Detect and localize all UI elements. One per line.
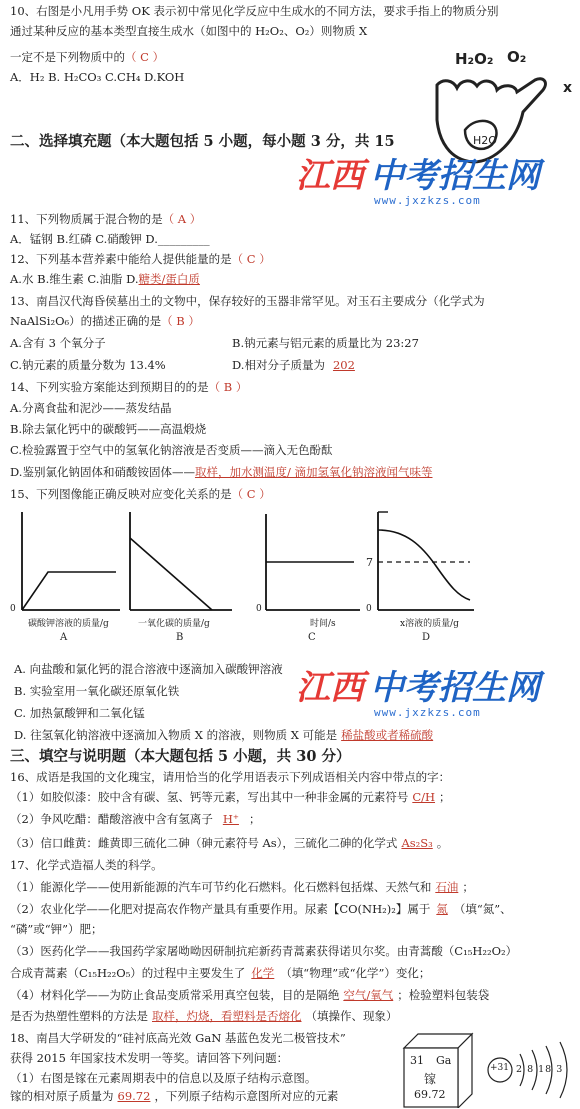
q17-fill2: 氮 [436, 902, 448, 916]
graph-d-xlabel: x溶液的质量/g [400, 619, 459, 629]
graph-a-caption: A [60, 632, 68, 643]
q18-line3: （1）右图是镓在元素周期表中的信息以及原子结构示意图。 [10, 1071, 317, 1085]
q13-line2 [10, 314, 200, 329]
q17-part3-tail: （填“物理”或“化学”）变化； [280, 966, 431, 980]
q14-answer: （ B ） [208, 380, 248, 394]
q12-options [10, 272, 200, 287]
q16-part3-end: 。 [436, 836, 449, 850]
hand-outline-icon [425, 40, 575, 170]
hand-label-o2: O₂ [507, 48, 527, 66]
q17-fill4a: 空气/氧气 [343, 988, 394, 1002]
element-name: 镓 [424, 1072, 437, 1086]
section2-title: 二、选择填充题（本大题包括 5 小题，每小题 3 分，共 15 [10, 133, 395, 150]
gallium-element-card [400, 1028, 476, 1108]
q17-part3-cont [10, 966, 430, 981]
element-mass: 69.72 [414, 1088, 446, 1101]
q13-line1: 13、南昌汉代海昏侯墓出土的文物中，保存较好的玉器非常罕见。对玉石主要成分（化学式为 [10, 294, 485, 308]
graph-c-caption: C [308, 632, 316, 643]
q17-part4-cont [10, 1009, 398, 1024]
graph-c-origin: 0 [256, 604, 262, 614]
q13-fill: 202 [332, 358, 355, 372]
q11-answer: （ A ） [162, 212, 202, 226]
q17-part1-end: ； [462, 880, 474, 894]
q15-text: 15、下列图像能正确反映对应变化关系的是 [10, 487, 232, 501]
graph-d [366, 506, 478, 650]
hand-label-x: x [563, 80, 573, 96]
q17-part1-text: （1）能源化学——使用新能源的汽车可节约化石燃料。化石燃料包括煤、天然气和 [10, 880, 432, 894]
q17-fill4b: 取样，灼烧，看塑料是否熔化 [152, 1009, 302, 1023]
watermark-url-2: www.jxzkzs.com [374, 706, 481, 719]
q17-part4 [10, 988, 489, 1003]
q14-option-d-text: D.鉴别氯化钠固体和硝酸铵固体—— [10, 465, 195, 479]
q18-line4-tail: ，下列原子结构示意图所对应的元素 [154, 1089, 339, 1103]
q14-option-a: A.分离食盐和泥沙——蒸发结晶 [10, 401, 172, 415]
watermark-jiangxi-2: 江西 [296, 668, 364, 708]
q11-options: A．锰钢 B.红磷 C.硝酸钾 D._________ [10, 232, 210, 246]
q18-fill1: 69.72 [117, 1089, 151, 1103]
q17-part4c-text: 是否为热塑性塑料的方法是 [10, 1009, 148, 1023]
q15-option-d [14, 728, 433, 743]
graph-d-ytick: 7 [366, 556, 373, 569]
q18-line4 [10, 1089, 338, 1104]
q11-stem [10, 212, 201, 227]
q12-options-text: A.水 B.维生素 C.油脂 D. [10, 272, 139, 286]
q16-part2-end: ； [248, 812, 261, 826]
q13-option-a: A.含有 3 个氧分子 [10, 336, 106, 350]
q16-part3-text: （3）信口雌黄：雌黄即三硫化二砷（砷元素符号 As），三硫化二砷的化学式 [10, 836, 398, 850]
hand-label-h2o2: H₂O₂ [455, 50, 494, 68]
watermark-zhongkao-2: 中考招生网 [370, 668, 540, 708]
q16-part1-end: ； [439, 790, 451, 804]
q17-part4-text: （4）材料化学——为防止食品变质常采用真空包装，目的是隔绝 [10, 988, 340, 1002]
graph-c [254, 510, 364, 650]
q15-option-d-text: D. 往氢氧化钠溶液中逐滴加入物质 X 的溶液，则物质 X 可能是 [14, 728, 338, 742]
graph-b-xlabel: 一氧化碳的质量/g [138, 619, 210, 629]
q15-stem [10, 487, 271, 502]
graph-a-origin: 0 [10, 604, 16, 614]
q16-part2-text: （2）争风吃醋：醋酸溶液中含有氢离子 [10, 812, 213, 826]
q10-line3 [10, 50, 164, 65]
q16-fill2: H⁺ [222, 812, 239, 826]
q17-fill3: 化学 [251, 966, 275, 980]
q16-fill1: C/H [412, 790, 436, 804]
q17-part1 [10, 880, 474, 895]
q17-part3: （3）医药化学——我国药学家屠呦呦因研制抗疟新药青蒿素获得诺贝尔奖。由青蒿酸（C₁₅H₂₂O₂） [10, 944, 518, 958]
section3-title: 三、填空与说明题（本大题包括 5 小题，共 30 分） [10, 748, 351, 765]
graph-d-origin: 0 [366, 604, 372, 614]
graph-b [124, 510, 239, 650]
ok-hand-figure [425, 40, 575, 170]
q16-stem: 16、成语是我国的文化瑰宝，请用恰当的化学用语表示下列成语相关内容中带点的字： [10, 770, 451, 784]
q15-option-b: B. 实验室用一氧化碳还原氧化铁 [14, 684, 180, 698]
q17-part2-cont: “磷”或“钾”）肥； [10, 922, 103, 936]
q17-part2-tail: （填“氮”、 [453, 902, 512, 916]
q17-part3-text: 合成青蒿素（C₁₅H₂₂O₅）的过程中主要发生了 [10, 966, 246, 980]
watermark-zhongkao: 中考招生网 [370, 156, 540, 196]
q16-part1 [10, 790, 451, 805]
q15-fill: 稀盐酸或者稀硫酸 [341, 728, 434, 742]
q13-answer: （ B ） [161, 314, 200, 328]
q12-stem [10, 252, 271, 267]
q12-fill: 糖类/蛋白质 [138, 272, 200, 286]
q14-option-c: C.检验露置于空气中的氢氧化钠溶液是否变质——滴入无色酚酞 [10, 443, 333, 457]
element-symbol: Ga [436, 1054, 452, 1067]
q16-part2 [10, 812, 260, 827]
q18-line4-text: 镓的相对原子质量为 [10, 1089, 114, 1103]
graph-a [8, 510, 123, 650]
element-number: 31 [410, 1054, 424, 1067]
q18-line1: 18、南昌大学研发的“硅衬底高光效 GaN 基蓝色发光二极管技术” [10, 1031, 346, 1045]
q10-answer: （ C ） [125, 50, 165, 64]
q15-option-c: C. 加热氯酸钾和二氧化锰 [14, 706, 145, 720]
watermark-logo-2 [296, 670, 540, 719]
q16-fill3: As₂S₃ [401, 836, 433, 850]
q13-option-d-text: D.相对分子质量为 [232, 358, 325, 372]
q17-part4d-text: （填操作、现象） [305, 1009, 398, 1023]
watermark-jiangxi: 江西 [296, 156, 364, 196]
q10-line2: 通过某种反应的基本类型直接生成水（如图中的 H₂O₂、O₂）则物质 X [10, 24, 368, 38]
q10-options: A．H₂ B. H₂CO₃ C.CH₄ D.KOH [10, 70, 185, 84]
q16-part3 [10, 836, 448, 851]
graph-c-xlabel: 时间/s [310, 619, 336, 629]
q17-fill1: 石油 [435, 880, 459, 894]
q17-part2-text: （2）农业化学——化肥对提高农作物产量具有重要作用。尿素【CO(NH₂)₂】属于 [10, 902, 431, 916]
atom-shells: 2 8 18 3 [516, 1064, 564, 1075]
q12-text: 12、下列基本营养素中能给人提供能量的是 [10, 252, 232, 266]
q14-option-b: B.除去氯化钙中的碳酸钙——高温煅烧 [10, 422, 207, 436]
watermark-url: www.jxzkzs.com [374, 194, 481, 207]
q14-text: 14、下列实验方案能达到预期目的的是 [10, 380, 209, 394]
q11-text: 11、下列物质属于混合物的是 [10, 212, 163, 226]
q16-part1-text: （1）如胶似漆：胶中含有碳、氢、钙等元素，写出其中一种非金属的元素符号 [10, 790, 409, 804]
watermark-logo [296, 158, 540, 207]
q15-answer: （ C ） [231, 487, 271, 501]
q10-line1: 10、右图是小凡用手势 OK 表示初中常见化学反应中生成水的不同方法，要求手指上的物质分别 [10, 4, 499, 18]
q10-stem: 一定不是下列物质中的 [10, 50, 125, 64]
gallium-atom-diagram [486, 1040, 578, 1106]
q12-answer: （ C ） [231, 252, 271, 266]
graph-d-caption: D [422, 632, 431, 643]
q13-option-c: C.钠元素的质量分数为 13.4% [10, 358, 166, 372]
graph-b-caption: B [176, 632, 184, 643]
atom-nucleus: +31 [490, 1063, 509, 1073]
q14-option-d [10, 465, 433, 480]
q17-stem: 17、化学式造福人类的科学。 [10, 858, 163, 872]
hand-label-h2o: H2O [473, 134, 497, 147]
q13-text: NaAlSi₂O₆）的描述正确的是 [10, 314, 162, 328]
q14-fill: 取样，加水测温度/ 滴加氢氧化钠溶液闻气味等 [194, 465, 433, 479]
q14-stem [10, 380, 247, 395]
q13-option-d [232, 358, 363, 373]
q13-option-b: B.钠元素与铝元素的质量比为 23:27 [232, 336, 419, 350]
q17-part2 [10, 902, 512, 917]
graph-a-xlabel: 碳酸钾溶液的质量/g [28, 619, 109, 629]
q17-part4-tail: ；检验塑料包装袋 [397, 988, 490, 1002]
q18-line2: 获得 2015 年国家技术发明一等奖。请回答下列问题： [10, 1051, 289, 1065]
q15-option-a: A. 向盐酸和氯化钙的混合溶液中逐滴加入碳酸钾溶液 [14, 662, 283, 676]
